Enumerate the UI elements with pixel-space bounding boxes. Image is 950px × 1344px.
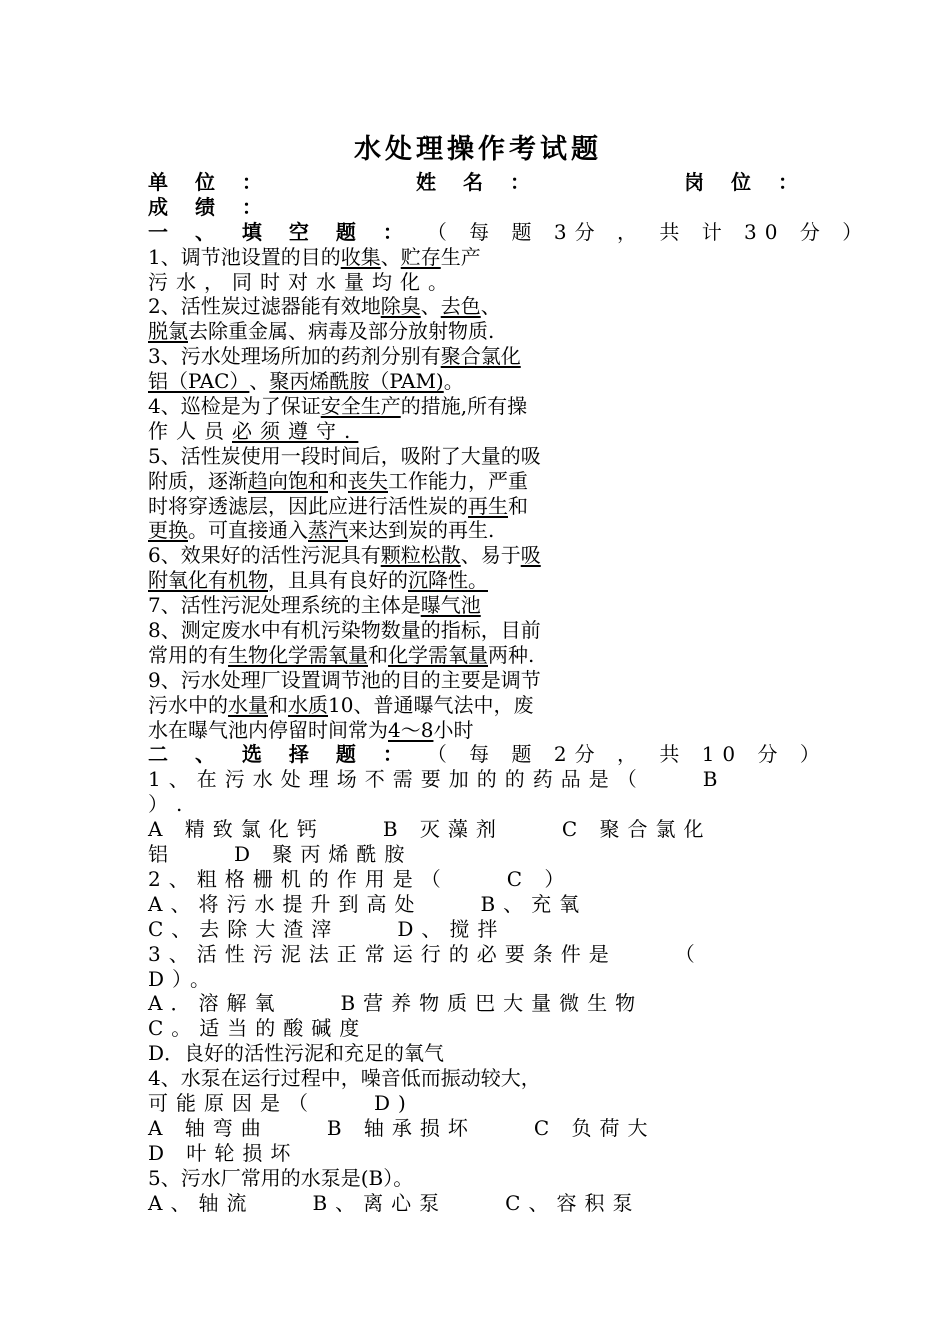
answer-blank: 脱氯	[148, 319, 188, 344]
choice-question-line	[148, 792, 808, 817]
choice-question-line	[148, 842, 808, 867]
question-text: 和	[368, 642, 388, 667]
fill-question-line	[148, 568, 808, 593]
answer-blank: 贮存	[400, 244, 441, 269]
section1-heading: 一 、 填 空 题 ：	[148, 219, 413, 244]
question-text: 附质，逐渐	[148, 468, 248, 493]
question-text: 、易于	[460, 543, 521, 568]
fill-question-line	[148, 369, 808, 394]
choice-question-line	[148, 867, 808, 892]
choice-question-line	[148, 892, 808, 917]
answer-blank: 水量	[228, 692, 268, 717]
question-text: 和	[268, 692, 288, 717]
question-text: 、	[420, 294, 441, 319]
answer-blank: 必须遵守.	[232, 418, 359, 443]
choice-questions	[148, 767, 808, 1215]
question-text: C、去除大渣滓	[148, 916, 340, 941]
answer-blank: 安全生产	[320, 394, 401, 419]
answer-blank: 聚丙烯酰胺（PAM)	[269, 369, 444, 394]
question-text: C 聚合氯化	[561, 817, 712, 842]
fill-question-line	[148, 270, 808, 295]
question-text: A、轴流	[148, 1190, 255, 1215]
question-text: A 精致氯化钙	[148, 817, 325, 842]
answer-blank: 铝（PAC）	[148, 369, 250, 394]
section2-heading: 二 、 选 择 题 ：	[148, 742, 413, 767]
choice-question-line	[148, 1016, 808, 1041]
question-text: 7、活性污泥处理系统的主体是	[148, 593, 421, 618]
question-text: 时将穿透滤层，因此应进行活性炭的	[148, 493, 468, 518]
question-text: 、	[380, 244, 401, 269]
fill-question-line	[148, 245, 808, 270]
question-text: 、	[249, 369, 270, 394]
answer-blank: 更换	[148, 518, 188, 543]
question-text: 来达到炭的再生.	[348, 518, 495, 543]
question-text: 5、污水厂常用的水泵是(B）。	[148, 1165, 414, 1190]
question-text: ）.	[148, 792, 191, 817]
fill-question-line	[148, 444, 808, 469]
post-label: 岗 位 ：	[684, 170, 808, 194]
answer-blank: 蒸汽	[308, 518, 348, 543]
question-text: A、将污水提升到高处	[148, 891, 423, 916]
question-text: D）。	[148, 966, 219, 991]
answer-blank: 吸	[520, 543, 541, 568]
question-text: B、离心泵	[312, 1190, 448, 1215]
question-text: 污水，同时对水量均化。	[148, 269, 456, 294]
choice-question-line	[148, 1116, 808, 1141]
question-text: D、搅拌	[397, 916, 506, 941]
question-text: D)	[374, 1090, 414, 1115]
unit-label: 单 位 ：	[148, 170, 272, 194]
question-text: 1、调节池设置的目的	[148, 244, 341, 269]
exam-page	[148, 128, 871, 1215]
answer-blank: 除臭	[380, 294, 421, 319]
question-text: 8、测定废水中有机污染物数量的指标，目前	[148, 618, 541, 643]
choice-question-line	[148, 1141, 808, 1166]
choice-question-line	[148, 967, 808, 992]
question-text: A 轴弯曲	[148, 1115, 269, 1140]
question-text: 5、活性炭使用一段时间后，吸附了大量的吸	[148, 443, 541, 468]
question-text: 可能原因是（	[148, 1090, 316, 1115]
question-text: C 负荷大	[533, 1115, 656, 1140]
question-text: 污水中的	[148, 692, 228, 717]
question-text: 的措施,所有操	[400, 394, 528, 419]
fill-question-line	[148, 518, 808, 543]
question-text: C ）	[506, 866, 573, 891]
answer-blank: 水质	[288, 692, 328, 717]
section1-note: （ 每 题 3分 ， 共 计 30 分 ）	[426, 219, 871, 244]
choice-question-line	[148, 1091, 808, 1116]
answer-blank: 颗粒松散	[380, 543, 461, 568]
choice-question-line	[148, 917, 808, 942]
answer-blank: 聚合氯化	[440, 344, 521, 369]
question-text: 1、在污水处理场不需要加的的药品是（	[148, 767, 645, 792]
question-text: B	[702, 767, 726, 792]
question-text: 作人员	[148, 418, 232, 443]
question-text: B 轴承损坏	[326, 1115, 476, 1140]
question-text: 4、巡检是为了保证	[148, 394, 321, 419]
question-text: 铝	[148, 842, 176, 867]
fill-question-line	[148, 469, 808, 494]
answer-blank: 收集	[340, 244, 381, 269]
fill-question-line	[148, 593, 808, 618]
answer-blank: 沉降性。	[408, 568, 488, 593]
fill-question-line	[148, 718, 808, 743]
fill-question-line	[148, 294, 808, 319]
question-text: 、	[480, 294, 501, 319]
question-text: 2、活性炭过滤器能有效地	[148, 294, 381, 319]
fill-question-line	[148, 419, 808, 444]
question-text: （	[674, 941, 703, 966]
question-text: 和	[508, 493, 528, 518]
question-text: 6、效果好的活性污泥具有	[148, 543, 381, 568]
question-text: C、容积泵	[505, 1190, 641, 1215]
question-text: 常用的有	[148, 642, 228, 667]
choice-question-line	[148, 1066, 808, 1091]
fill-question-line	[148, 618, 808, 643]
answer-blank: 再生	[468, 493, 508, 518]
fill-question-line	[148, 668, 808, 693]
question-text: B、充氧	[480, 891, 588, 916]
question-text: 3、活性污泥法正常运行的必要条件是	[148, 941, 617, 966]
question-text: 10、普通曝气法中，废	[328, 692, 534, 717]
question-text: 。	[443, 369, 464, 394]
question-text: 小时	[433, 717, 474, 742]
section2-heading-row	[148, 742, 828, 767]
question-text: B营养物质巴大量微生物	[340, 991, 644, 1016]
question-text: 去除重金属、病毒及部分放射物质.	[188, 319, 495, 344]
fill-question-line	[148, 319, 808, 344]
question-text: 水在曝气池内停留时间常为	[148, 717, 388, 742]
choice-question-line	[148, 1166, 808, 1191]
question-text: 2、粗格栅机的作用是（	[148, 866, 449, 891]
answer-blank: 曝气池	[420, 593, 481, 618]
question-text: D 聚丙烯酰胺	[234, 842, 413, 867]
fill-question-line	[148, 494, 808, 519]
answer-blank: 附氧化有机物	[148, 568, 268, 593]
page-title: 水处理操作考试题	[354, 134, 602, 165]
question-text: 。可直接通入	[188, 518, 308, 543]
answer-blank: 生物化学需氧量	[228, 642, 368, 667]
section2-note: （ 每 题 2分 ， 共 10 分 ）	[426, 742, 828, 767]
question-text: 工作能力，严重	[388, 468, 528, 493]
choice-question-line	[148, 767, 808, 792]
choice-question-line	[148, 1191, 808, 1216]
fill-question-line	[148, 394, 808, 419]
question-text: B 灭藻剂	[382, 817, 504, 842]
fill-in-questions	[148, 245, 808, 743]
question-text: C。适当的酸碱度	[148, 1016, 368, 1041]
name-label: 姓 名 ：	[416, 170, 540, 194]
question-text: D 叶轮损坏	[148, 1140, 299, 1165]
section1-heading-row	[148, 219, 871, 245]
answer-blank: 趋向饱和	[248, 468, 328, 493]
answer-blank: 丧失	[348, 468, 388, 493]
question-text: A．溶解氧	[148, 991, 283, 1016]
fill-question-line	[148, 643, 808, 668]
fill-question-line	[148, 693, 808, 718]
choice-question-line	[148, 817, 808, 842]
question-text: 9、污水处理厂设置调节池的目的主要是调节	[148, 667, 541, 692]
question-text: 生产	[440, 244, 481, 269]
choice-question-line	[148, 991, 808, 1016]
answer-blank: 化学需氧量	[388, 642, 488, 667]
question-text: 两种.	[488, 642, 535, 667]
question-text: 4、水泵在运行过程中，噪音低而振动较大，	[148, 1066, 541, 1091]
fill-question-line	[148, 543, 808, 568]
choice-question-line	[148, 1041, 808, 1066]
question-text: 和	[328, 468, 348, 493]
answer-blank: 去色	[440, 294, 481, 319]
question-text: ，且具有良好的	[268, 568, 408, 593]
fill-question-line	[148, 344, 808, 369]
question-text: D．良好的活性污泥和充足的氧气	[148, 1041, 445, 1066]
score-label: 成 绩 ：	[148, 194, 272, 219]
answer-blank: 4～8	[388, 717, 434, 742]
choice-question-line	[148, 942, 808, 967]
header-info-row	[148, 170, 808, 195]
question-text: 3、污水处理场所加的药剂分别有	[148, 344, 441, 369]
